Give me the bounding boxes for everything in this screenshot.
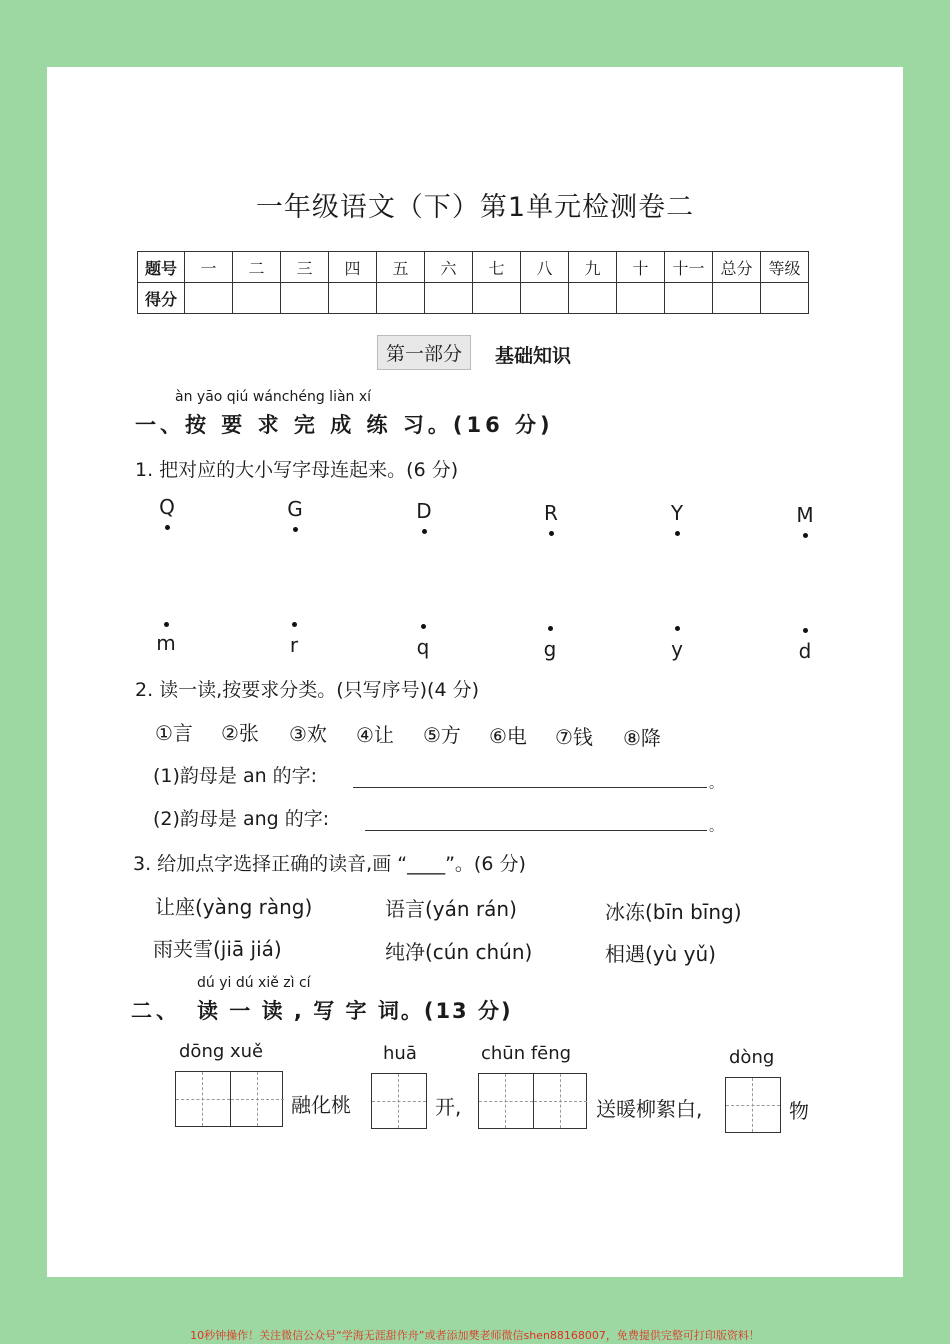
- score-cell[interactable]: [521, 283, 569, 314]
- pronunciation-item[interactable]: 纯净(cún chún): [385, 940, 533, 964]
- upper-letter: G: [287, 497, 303, 521]
- part-label: 第一部分: [377, 335, 471, 370]
- score-cell[interactable]: [185, 283, 233, 314]
- score-col: 一: [185, 252, 233, 283]
- score-col: 总分: [713, 252, 761, 283]
- score-cell[interactable]: [233, 283, 281, 314]
- score-cell[interactable]: [473, 283, 521, 314]
- score-cell[interactable]: [617, 283, 665, 314]
- connect-dot[interactable]: [803, 533, 808, 538]
- answer-line[interactable]: [353, 787, 707, 788]
- score-col: 十: [617, 252, 665, 283]
- word-pinyin: dòng: [729, 1047, 775, 1068]
- score-col: 八: [521, 252, 569, 283]
- score-cell[interactable]: [377, 283, 425, 314]
- connect-dot[interactable]: [549, 531, 554, 536]
- section2-title: 读 一 读 , 写 字 词。(13 分): [197, 999, 513, 1023]
- option-char: ③欢: [289, 722, 327, 746]
- connect-dot[interactable]: [675, 626, 680, 631]
- score-cell[interactable]: [281, 283, 329, 314]
- pronunciation-item[interactable]: 语言(yán rán): [385, 897, 517, 921]
- connect-dot[interactable]: [803, 628, 808, 633]
- pronunciation-item[interactable]: 冰冻(bīn bīng): [605, 900, 742, 924]
- score-cell[interactable]: [425, 283, 473, 314]
- connect-dot[interactable]: [421, 624, 426, 629]
- connect-dot[interactable]: [164, 622, 169, 627]
- writing-grid[interactable]: [725, 1077, 781, 1133]
- lower-letter: q: [416, 635, 430, 659]
- part-name: 基础知识: [495, 345, 572, 367]
- footer-promo: 10秒钟操作！关注微信公众号“学海无涯甜作舟”或者添加樊老师微信shen88168007，免费提供完整可打印版资料！: [190, 1329, 760, 1342]
- score-col: 二: [233, 252, 281, 283]
- word-pinyin: chūn fēng: [481, 1043, 572, 1064]
- option-char: ④让: [356, 723, 394, 747]
- score-col: 七: [473, 252, 521, 283]
- lower-letter: r: [289, 633, 299, 657]
- word-pinyin: huā: [383, 1043, 417, 1064]
- section2-number: 二、: [131, 999, 181, 1023]
- section1-pinyin: àn yāo qiú wánchéng liàn xí: [175, 389, 372, 405]
- score-col: 等级: [761, 252, 809, 283]
- lower-letter: m: [156, 631, 176, 655]
- q1-title: 1. 把对应的大小写字母连起来。(6 分): [135, 459, 459, 481]
- section2-pinyin: dú yi dú xiě zì cí: [197, 975, 311, 991]
- lower-letter: d: [798, 639, 812, 663]
- page-title: 一年级语文（下）第1单元检测卷二: [255, 192, 695, 223]
- score-header-row: [138, 252, 809, 283]
- score-col: 九: [569, 252, 617, 283]
- word-pinyin: dōng xuě: [179, 1041, 264, 1062]
- pronunciation-item[interactable]: 雨夹雪(jiā jiá): [153, 937, 282, 961]
- score-col: 六: [425, 252, 473, 283]
- worksheet-page: [47, 67, 903, 1277]
- connect-dot[interactable]: [675, 531, 680, 536]
- text-segment: 物: [789, 1099, 809, 1123]
- text-segment: 送暖柳絮白,: [596, 1097, 703, 1121]
- option-char: ①言: [155, 721, 193, 745]
- connect-dot[interactable]: [293, 527, 298, 532]
- option-char: ②张: [221, 721, 259, 745]
- text-segment: 开,: [435, 1095, 462, 1119]
- period: 。: [709, 819, 723, 835]
- upper-letter: R: [544, 501, 558, 525]
- score-col: 四: [329, 252, 377, 283]
- score-col: 三: [281, 252, 329, 283]
- option-char: ⑦钱: [555, 725, 593, 749]
- upper-letter: Y: [670, 501, 684, 525]
- connect-dot[interactable]: [422, 529, 427, 534]
- text-segment: 融化桃: [291, 1093, 351, 1117]
- lower-letter: y: [671, 637, 683, 661]
- writing-grid[interactable]: [175, 1071, 283, 1127]
- score-row-label: 得分: [138, 283, 185, 314]
- connect-dot[interactable]: [548, 626, 553, 631]
- score-row-label: 题号: [138, 252, 185, 283]
- option-char: ⑤方: [423, 723, 461, 747]
- section1-title: 一、按 要 求 完 成 练 习。(16 分): [135, 413, 554, 437]
- score-value-row: [138, 283, 809, 314]
- q2-line1-label: (1)韵母是 an 的字:: [153, 765, 318, 787]
- score-col: 五: [377, 252, 425, 283]
- period: 。: [709, 776, 723, 792]
- upper-letter: D: [416, 499, 432, 523]
- connect-dot[interactable]: [292, 622, 297, 627]
- q2-line2-label: (2)韵母是 ang 的字:: [153, 808, 330, 830]
- q2-title: 2. 读一读,按要求分类。(只写序号)(4 分): [135, 679, 479, 701]
- score-cell[interactable]: [665, 283, 713, 314]
- writing-grid[interactable]: [478, 1073, 587, 1129]
- option-char: ⑥电: [489, 724, 527, 748]
- score-cell[interactable]: [329, 283, 377, 314]
- lower-letter: g: [543, 637, 557, 661]
- pronunciation-item[interactable]: 相遇(yù yǔ): [605, 942, 716, 966]
- pronunciation-item[interactable]: 让座(yàng ràng): [155, 895, 313, 919]
- option-char: ⑧降: [623, 726, 661, 750]
- writing-grid[interactable]: [371, 1073, 427, 1129]
- score-cell[interactable]: [713, 283, 761, 314]
- connect-dot[interactable]: [165, 525, 170, 530]
- upper-letter: Q: [159, 495, 175, 519]
- answer-line[interactable]: [365, 830, 707, 831]
- score-col: 十一: [665, 252, 713, 283]
- score-table: [137, 251, 809, 314]
- q3-title: 3. 给加点字选择正确的读音,画 “____”。(6 分): [133, 853, 526, 875]
- score-cell[interactable]: [569, 283, 617, 314]
- upper-letter: M: [796, 503, 814, 527]
- score-cell[interactable]: [761, 283, 809, 314]
